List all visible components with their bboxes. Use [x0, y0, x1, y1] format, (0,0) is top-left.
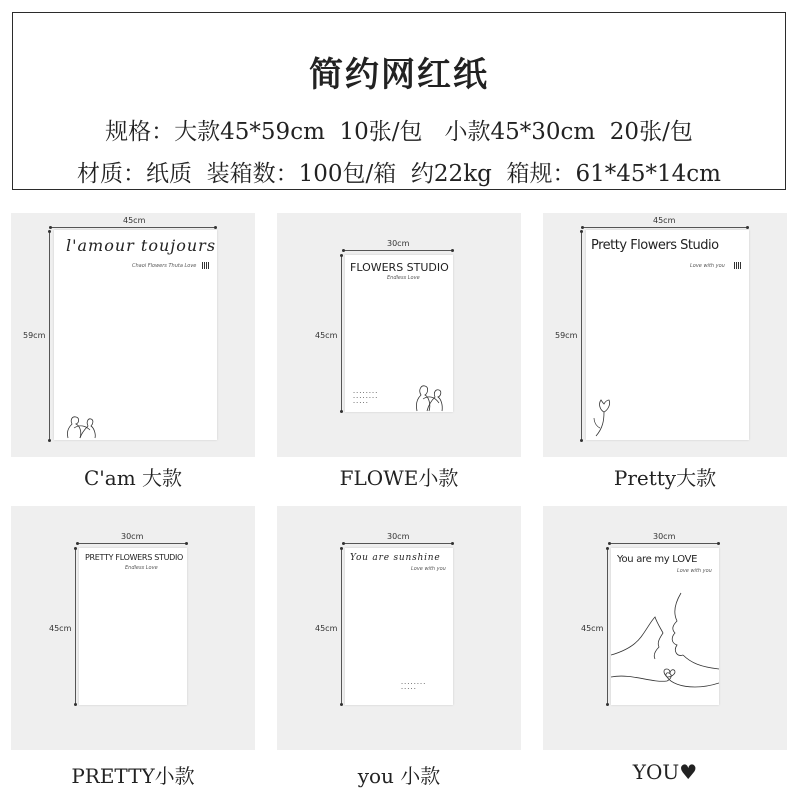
product-card-3[interactable] [543, 213, 787, 457]
width-label: 30cm [121, 532, 144, 541]
faces-line-art-icon [611, 593, 719, 703]
qr-icon [202, 262, 209, 269]
product-card-6[interactable] [543, 506, 787, 750]
paper-subtitle: Chaoi Flowers Thuta Love [132, 263, 197, 269]
product-caption: Pretty大款 [613, 466, 717, 490]
height-label: 59cm [23, 331, 46, 340]
height-label: 45cm [581, 624, 604, 633]
paper-sheet: You are sunshine Love with you • • • • • • • • • • • • • [345, 548, 453, 705]
paper-sheet: FLOWERS STUDIO Endless Love • • • • • • • • • • • • • • • • • • • • • [345, 255, 453, 412]
paper-sheet [54, 230, 217, 440]
paper-subtitle: Endless Love [125, 565, 158, 571]
paper-sheet [79, 548, 187, 705]
paper-subtitle: Love with you [690, 263, 725, 269]
spec-line: 规格：大款45*59cm 10张/包 小款45*30cm 20张/包 [105, 119, 693, 145]
width-label: 30cm [387, 532, 410, 541]
paper-title: l'amour toujours [66, 236, 217, 255]
product-card-5[interactable] [277, 506, 521, 750]
product-card-2[interactable] [277, 213, 521, 457]
paper-title: You are my LOVE [617, 554, 698, 565]
paper-subtitle: Endless Love [387, 275, 420, 281]
product-caption: PRETTY小款 [71, 764, 195, 788]
tulip-line-art-icon [592, 398, 616, 438]
product-caption: FLOWE小款 [339, 466, 459, 490]
paper-title: FLOWERS STUDIO [350, 261, 449, 274]
width-label: 30cm [653, 532, 676, 541]
paper-title: PRETTY FLOWERS STUDIO [85, 553, 184, 562]
paper-title: You are sunshine [350, 553, 441, 563]
height-label: 45cm [315, 624, 338, 633]
width-label: 45cm [653, 216, 676, 225]
material-line: 材质：纸质 装箱数：100包/箱 约22kg 箱规：61*45*14cm [77, 161, 721, 187]
height-label: 45cm [49, 624, 72, 633]
paper-subtitle: Love with you [411, 566, 446, 572]
page-title: 简约网红纸 [309, 55, 489, 95]
paper-subtitle: Love with you [677, 568, 712, 574]
product-caption: you 小款 [357, 764, 441, 788]
paper-sheet [586, 230, 749, 440]
width-label: 45cm [123, 216, 146, 225]
width-label: 30cm [387, 239, 410, 248]
product-caption: C'am 大款 [83, 466, 183, 490]
product-card-1[interactable] [11, 213, 255, 457]
paper-title: Pretty Flowers Studio [591, 238, 719, 253]
product-card-4[interactable] [11, 506, 255, 750]
height-label: 45cm [315, 331, 338, 340]
product-caption: YOU♥ [632, 760, 698, 784]
paper-sheet [611, 548, 719, 705]
qr-icon [734, 262, 741, 269]
height-label: 59cm [555, 331, 578, 340]
couple-line-art-icon [60, 408, 100, 440]
spec-header [12, 12, 786, 190]
couple-line-art-icon [407, 377, 447, 412]
